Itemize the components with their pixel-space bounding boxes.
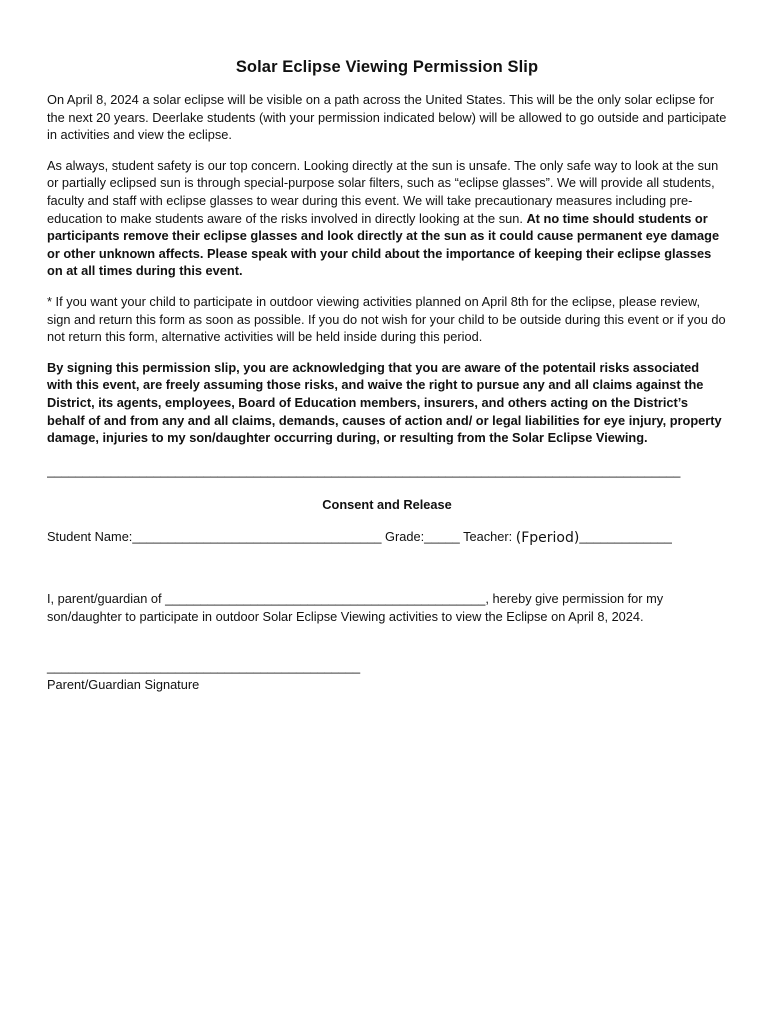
signature-label: Parent/Guardian Signature: [47, 676, 200, 692]
permission-slip: [47, 58, 727, 694]
student-info-row: [47, 528, 727, 546]
liability-paragraph: By signing this permission slip, you are acknowledging that you are aware of the potentail risks associated with this event, are freely assuming those risks, and waive the right to pursue any and all claims against the District, its agents, employees, Board of Education members, insurers, and others acting on the District’s behalf of and from any and all claims, demands, causes of action and/ or legal liabilities for eye injury, property damage, injuries to my son/daughter occurring during, or resulting from the Solar Eclipse Viewing.: [47, 359, 722, 446]
teacher-field-value[interactable]: (Fperiod): [515, 529, 580, 546]
divider-line: _________________________________________________________________________________________: [47, 462, 681, 478]
parent-consent-text: [47, 590, 727, 626]
safety-text: As always, student safety is our top concern. Looking directly at the sun is unsafe. The only safe way to look at the sun or partially eclipsed sun is through special-purpose solar filters, such as “eclipse glasses”. We will provide all students, faculty and staff with eclipse glasses to wear during this event. We will take precautionary measures including pre-education to make students aware of the risks involved in directly looking at the sun.: [47, 157, 719, 226]
parent-consent-line-1: I, parent/guardian of _____________________________________________, hereby give permission for my: [47, 590, 664, 606]
teacher-field-line: _____________: [579, 528, 672, 544]
safety-warning: At no time should students or participants remove their eclipse glasses and look directly at the sun as it could cause permanent eye damage or other unknown affects. Please speak with your child about the importance of keeping their eclipse glasses on at all times during this event.: [47, 210, 720, 279]
signature-block: [47, 658, 727, 694]
student-name-field[interactable]: Student Name:___________________________________: [47, 528, 382, 544]
intro-paragraph: On April 8, 2024 a solar eclipse will be visible on a path across the United States. This will be the only solar eclipse for the next 20 years. Deerlake students (with your permission indicated below) will be allowed to go outside and participate in activities and view the eclipse.: [47, 92, 727, 143]
parent-consent-line-2: son/daughter to participate in outdoor Solar Eclipse Viewing activities to view the Eclipse on April 8, 2024.: [47, 608, 644, 624]
consent-heading: Consent and Release: [322, 496, 452, 512]
grade-field[interactable]: Grade:_____: [385, 528, 460, 544]
signature-line[interactable]: ____________________________________________: [47, 658, 361, 674]
safety-paragraph: [47, 157, 727, 280]
teacher-label: Teacher:: [463, 528, 513, 544]
participation-paragraph: * If you want your child to participate in outdoor viewing activities planned on April 8th for the eclipse, please review, sign and return this form as soon as possible. If you do not wish for your child to be outside during this event or if you do not return this form, alternative activities will be held inside during this period.: [47, 293, 726, 345]
document-title: Solar Eclipse Viewing Permission Slip: [235, 58, 539, 76]
